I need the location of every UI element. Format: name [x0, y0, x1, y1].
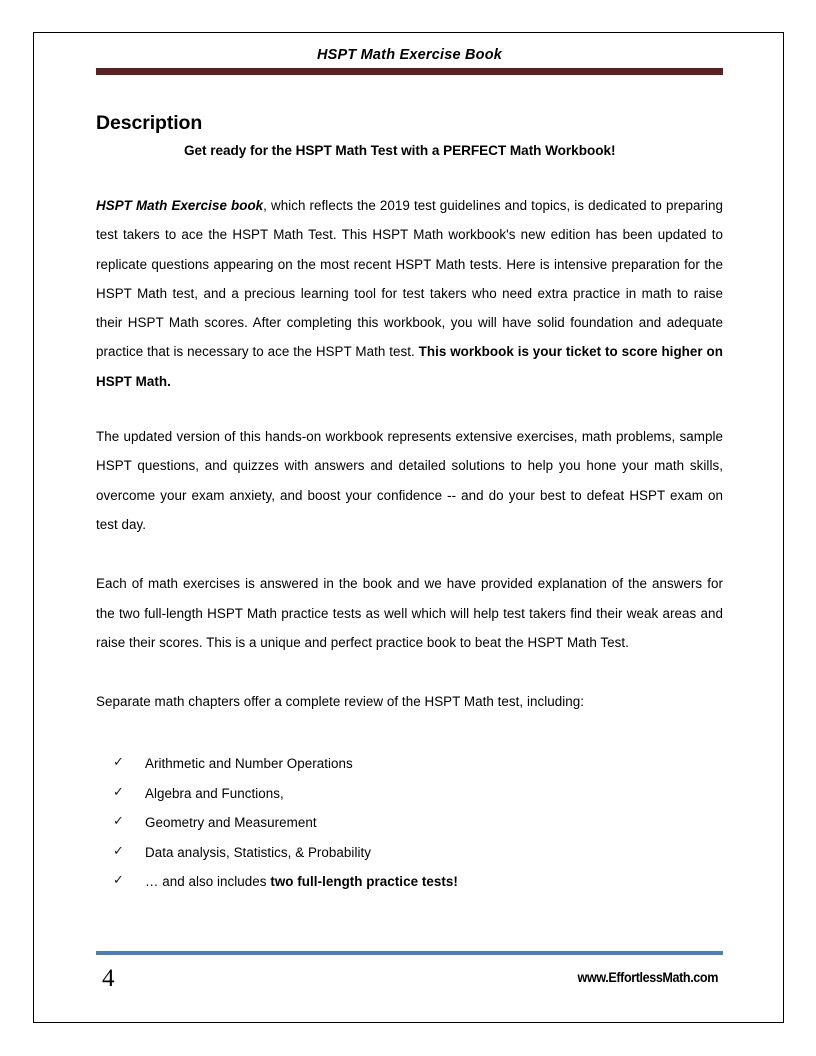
- book-title-emphasis: HSPT Math Exercise book: [96, 198, 264, 213]
- body-text: [96, 191, 723, 716]
- paragraph-4: Separate math chapters offer a complete review of the HSPT Math test, including:: [96, 694, 585, 710]
- header-rule-maroon: [96, 68, 723, 75]
- list-item: [113, 755, 673, 772]
- page-title: Description: [96, 112, 203, 135]
- list-item-label: Geometry and Measurement: [145, 815, 317, 830]
- check-icon: ✓: [113, 755, 124, 770]
- list-item-label: Data analysis, Statistics, & Probability: [145, 844, 372, 860]
- check-icon: ✓: [113, 814, 124, 829]
- paragraph-2: The updated version of this hands-on workbook represents extensive exercises, math problems, sample HSPT questions, and quizzes with answers and detailed solutions to help you hone your math skills, overcome your exam anxiety, and boost your confidence -- and do your best to defeat HSPT exam on test day.: [96, 429, 723, 532]
- footer-rule-blue: [96, 951, 723, 955]
- tagline: Get ready for the HSPT Math Test with a PERFECT Math Workbook!: [184, 143, 616, 158]
- list-item: [113, 873, 673, 890]
- list-item-label: Algebra and Functions,: [145, 785, 284, 801]
- paragraph-3: Each of math exercises is answered in the book and we have provided explanation of the answers for the two full-length HSPT Math practice tests as well which will help test takers find their weak areas and raise their scores. This is a unique and perfect practice book to beat the HSPT Math Test.: [96, 576, 723, 650]
- footer-website: www.EffortlessMath.com: [577, 969, 718, 985]
- page-number: 4: [102, 965, 115, 992]
- running-header: [96, 47, 723, 75]
- list-item-label: Arithmetic and Number Operations: [145, 756, 353, 771]
- list-item: [113, 785, 673, 802]
- paragraph-1: [96, 191, 723, 396]
- list-item-label-emphasis: two full-length practice tests!: [270, 874, 458, 889]
- check-icon: ✓: [113, 843, 124, 859]
- paragraph-1-body: , which reflects the 2019 test guidelines and topics, is dedicated to preparing test takers to ace the HSPT Math Test. This HSPT Math workbook's new edition has been updated to replicate questions appearing on the most recent HSPT Math tests. Here is intensive preparation for the HSPT Math test, and a precious learning tool for test takers who need extra practice in math to raise their HSPT Math scores. After completing this workbook, you will have solid foundation and adequate practice that is necessary to ace the HSPT Math test.: [96, 198, 723, 360]
- check-icon: ✓: [113, 873, 124, 888]
- running-header-title: HSPT Math Exercise Book: [316, 47, 503, 63]
- list-item: [113, 814, 673, 831]
- list-item: [113, 844, 673, 861]
- paragraph-1-closing: This workbook is your ticket to score higher on HSPT Math.: [96, 344, 723, 389]
- list-item-label: … and also includes: [145, 874, 271, 889]
- check-icon: ✓: [113, 784, 124, 800]
- topics-check-list: [113, 755, 673, 890]
- page-frame: [33, 32, 784, 1023]
